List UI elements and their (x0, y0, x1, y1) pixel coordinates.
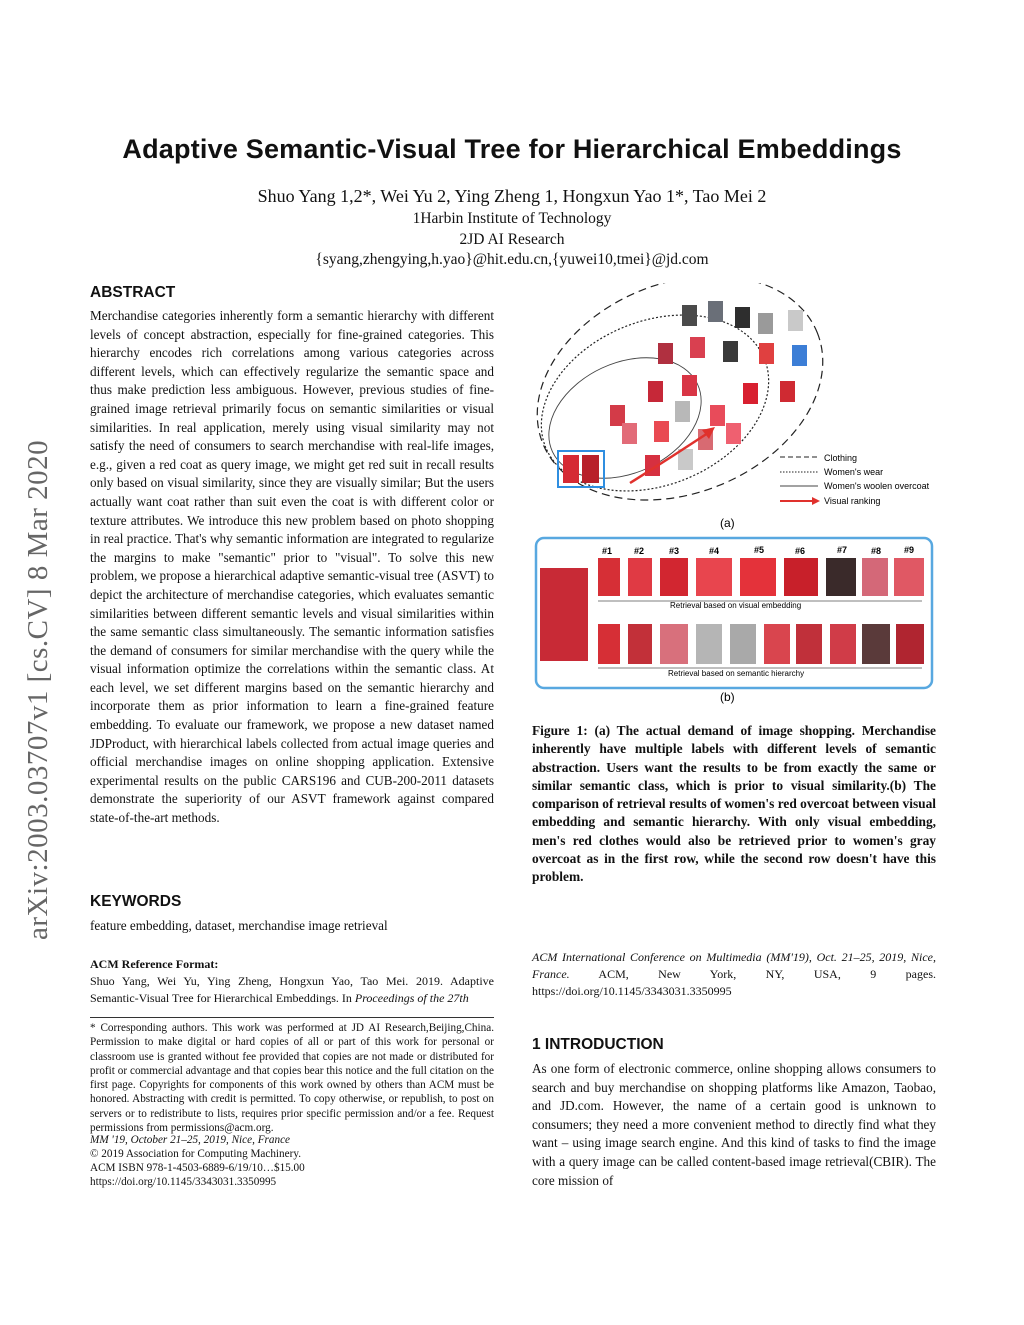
thumb (610, 405, 625, 426)
rank-label: #3 (669, 546, 680, 556)
abstract-heading: ABSTRACT (90, 284, 176, 301)
thumb (759, 343, 774, 364)
footnote-isbn: ACM ISBN 978-1-4503-6889-6/19/10…$15.00 (90, 1162, 305, 1174)
thumb (682, 375, 697, 396)
rank-label: #7 (837, 545, 848, 555)
thumb (723, 341, 738, 362)
thumb (622, 423, 637, 444)
row1-results (598, 558, 924, 596)
result-thumb (696, 558, 732, 596)
thumb (758, 313, 773, 334)
footnote-venue: MM '19, October 21–25, 2019, Nice, France (90, 1134, 290, 1146)
result-thumb (764, 624, 790, 664)
thumb (792, 345, 807, 366)
result-thumb (740, 558, 776, 596)
rank-label: #1 (602, 546, 613, 556)
result-thumb (598, 558, 620, 596)
thumb (675, 401, 690, 422)
thumb (654, 421, 669, 442)
rank-label: #4 (709, 546, 720, 556)
label-a: (a) (720, 516, 735, 530)
result-thumb (696, 624, 722, 664)
keywords-text: feature embedding, dataset, merchandise image retrieval (90, 918, 388, 933)
acm-reference-text (90, 973, 494, 1007)
thumb (658, 343, 673, 364)
footnote-doi: https://doi.org/10.1145/3343031.3350995 (90, 1176, 277, 1188)
figure-caption: Figure 1: (a) The actual demand of image shopping. Merchandise inherently have multiple labels with different levels of semantic abstraction. Users want the results to be from exactly the same or similar semantic class, which is prior to visual similarity.(b) The comparison of retrieval results of women's red overcoat between visual embedding and semantic hierarchy. With only visual embedding, men's red clothes would also be retrieved prior to women's gray overcoat as in the first row, while the second row doesn't have this problem. (532, 723, 937, 885)
query-thumb (563, 455, 579, 483)
result-thumb (862, 558, 888, 596)
rank-label: #5 (754, 545, 765, 555)
thumb (690, 337, 705, 358)
result-thumb (826, 558, 856, 596)
result-thumb (796, 624, 822, 664)
query-thumb (582, 455, 599, 483)
affiliation-1: 1Harbin Institute of Technology (412, 210, 612, 227)
result-thumb (730, 624, 756, 664)
result-thumb (660, 558, 688, 596)
thumb (648, 381, 663, 402)
footnote-rule (90, 1017, 494, 1018)
result-thumb (628, 624, 652, 664)
conference-italic: ACM International Conference on Multimedia (MM'19), Oct. 21–25, 2019, Nice, France. (532, 950, 936, 981)
rank-labels (602, 545, 914, 556)
result-thumb (784, 558, 818, 596)
result-thumb (830, 624, 856, 664)
rank-label: #8 (871, 546, 882, 556)
thumb (726, 423, 741, 444)
legend-woolen-overcoat: Women's woolen overcoat (824, 481, 930, 491)
result-thumb (660, 624, 688, 664)
rank-label: #6 (795, 546, 806, 556)
intro-heading: 1 INTRODUCTION (532, 1036, 664, 1053)
thumb (682, 305, 697, 326)
keywords-heading: KEYWORDS (90, 893, 182, 910)
thumb (743, 383, 758, 404)
thumb (708, 301, 723, 322)
legend-womens-wear: Women's wear (824, 467, 884, 477)
abstract-text: Merchandise categories inherently form a semantic hierarchy with different levels of concept abstraction, especially for fine-grained categories. This hierarchy encodes rich correlations among various categories across different levels, which can effectively regularize the semantic space and thus make prediction less ambiguous. However, previous studies of fine-grained image retrieval primarily focus on semantic similarities or visual similarities. In real application, merely using visual similarity may not satisfy the need of consumers to search merchandise with real-life images, e.g., given a red coat as query image, we might get red suit in recall results only based on visual similarity, since they are visually similar; But the users actually want coat rather than suit even the coat is with different color or texture attributes. We introduce this new problem based on photo shopping in real practice. That's why semantic information are integrated to regularize the margins to make "semantic" prior to "visual". To solve this new problem, we propose a hierarchical adaptive semantic-visual tree (ASVT) to depict the architecture of merchandise categories, which evaluates semantic similarities between different semantic levels and visual similarities within the same semantic class simultaneously. The semantic information satisfies the demand of consumers for similar merchandise with the query while the visual information optimize the correlations within the semantic class. At each level, we set different margins based on the semantic hierarchy and incorporate them as prior information to learn a fine-grained feature embedding. To evaluate our framework, we propose a new dataset named JDProduct, with hierarchical labels collected from actual image queries and official merchandise images on online shopping application. Extensive experimental results on the public CARS196 and CUB-200-2011 datasets demonstrate the superiority of our ASVT framework against compared state-of-the-art methods. (90, 308, 494, 826)
conference-line (532, 949, 936, 1000)
paper-title: Adaptive Semantic-Visual Tree for Hierarchical Embeddings (122, 134, 902, 164)
row2-caption: Retrieval based on semantic hierarchy (668, 669, 805, 678)
row2-results (598, 624, 924, 664)
arxiv-side-label: arXiv:2003.03707v1 [cs.CV] 8 Mar 2020 (22, 439, 54, 940)
thumb (735, 307, 750, 328)
footnote-text: * Corresponding authors. This work was performed at JD AI Research,Beijing,China. Permission to make digital or hard copies of all or part of this work for personal or classroom use is granted without fee provided that copies are not made or distributed for profit or commercial advantage and that copies bear this notice and the full citation on the first page. Copyrights for components of this work owned by others than ACM must be honored. Abstracting with credit is permitted. To copy otherwise, or republish, to post on servers or to redistribute to lists, requires prior specific permission and/or a fee. Request permissions from permissions@acm.org. (90, 1022, 494, 1135)
legend-visual-ranking: Visual ranking (824, 496, 881, 506)
result-thumb (894, 558, 924, 596)
thumb (710, 405, 725, 426)
affiliation-2: 2JD AI Research (459, 231, 565, 248)
acm-reference-plain: Shuo Yang, Wei Yu, Ying Zheng, Hongxun Yao, Tao Mei. 2019. Adaptive Semantic-Visual Tree for Hierarchical Embeddings. In (90, 974, 494, 1005)
intro-text: As one form of electronic commerce, online shopping allows consumers to search and buy merchandise on shopping platforms like Amazon, Taobao, and JD.com. However, the name of a certain good is unknown to consumers; they need a more convenient method to directly find what they want – using image search engine. And this kind of tasks to find the image with a query image can be called content-based image retrieval(CBIR). The core mission of (532, 1061, 936, 1188)
result-thumb (896, 624, 924, 664)
conference-plain: ACM, New York, NY, USA, 9 pages. https://doi.org/10.1145/3343031.3350995 (532, 967, 936, 998)
author-list: Shuo Yang 1,2*, Wei Yu 2, Ying Zheng 1, Hongxun Yao 1*, Tao Mei 2 (257, 186, 767, 206)
acm-reference-heading: ACM Reference Format: (90, 957, 219, 971)
rank-label: #2 (634, 546, 645, 556)
acm-reference-italic: Proceedings of the 27th (354, 991, 469, 1005)
thumb (780, 381, 795, 402)
figure-1 (530, 283, 942, 708)
legend-clothing: Clothing (824, 453, 858, 463)
footnote-copyright: © 2019 Association for Computing Machinery. (90, 1148, 301, 1160)
result-thumb (862, 624, 890, 664)
query-image (540, 568, 588, 661)
result-thumb (628, 558, 652, 596)
result-thumb (598, 624, 620, 664)
label-b: (b) (720, 690, 735, 704)
rank-label: #9 (904, 545, 915, 555)
legend (780, 453, 930, 506)
author-emails: {syang,zhengying,h.yao}@hit.edu.cn,{yuwei10,tmei}@jd.com (315, 251, 709, 268)
thumb (788, 310, 803, 331)
row1-caption: Retrieval based on visual embedding (670, 601, 802, 610)
